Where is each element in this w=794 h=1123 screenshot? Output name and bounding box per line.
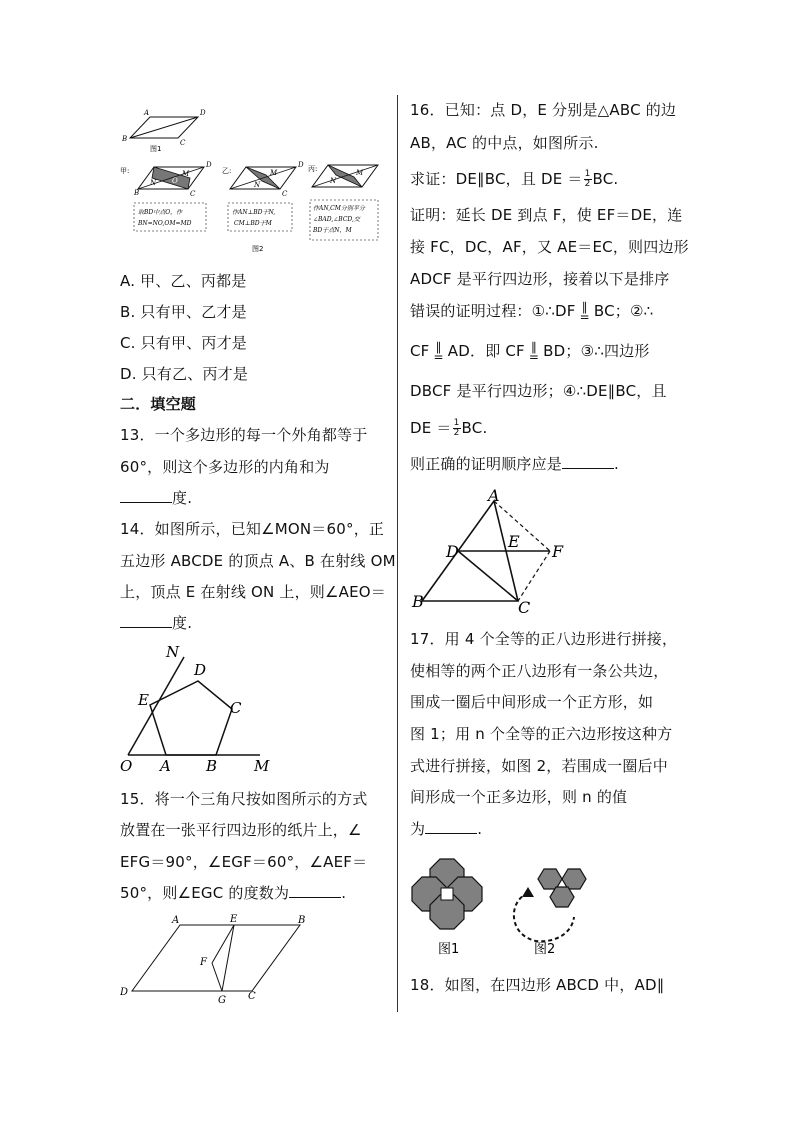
q16-answer-blank[interactable] xyxy=(562,454,614,469)
q16-fraction-1: $\frac{1}{2}$ xyxy=(584,169,591,189)
box-jia-line1: 取BD中点O，作 xyxy=(138,209,183,216)
q16-line10: DE ＝ $\frac{1}{2}$ BC. xyxy=(410,418,488,438)
q17-line5: 式进行拼接，如图 2，若围成一圈后中 xyxy=(410,757,668,775)
q16-line3: 求证：DE∥BC，且 DE ＝ $\frac{1}{2}$ BC. xyxy=(410,169,619,189)
q15-label-f: F xyxy=(200,957,207,968)
q15-line3: EFG＝90°，∠EGF＝60°，∠AEF＝ xyxy=(120,853,368,871)
parallel-equal-symbol: ∥ = xyxy=(579,299,590,324)
q14-figure xyxy=(120,643,280,773)
svg-text:M: M xyxy=(356,169,364,177)
q14-line4: 度. xyxy=(120,613,192,633)
q13-line1: 13．一个多边形的每一个外角都等于 xyxy=(120,426,368,444)
q12-fig1 xyxy=(121,109,206,153)
q12-bing-figure xyxy=(308,165,378,240)
q16-line1: 16．已知：点 D，E 分别是△ABC 的边 xyxy=(410,101,677,119)
q14-label-d: D xyxy=(194,661,207,679)
q15-label-d: D xyxy=(120,987,129,998)
yi-label: 乙: xyxy=(222,167,232,175)
svg-text:D: D xyxy=(206,161,212,169)
box-yi-line2: CM⊥BD于M xyxy=(234,220,272,227)
q12-option-d: D. 只有乙、丙才是 xyxy=(120,365,249,383)
q15-line4: 50°，则∠EGC 的度数为 . xyxy=(120,884,347,902)
q17-line4: 图 1；用 n 个全等的正六边形按这种方 xyxy=(410,725,673,743)
bing-label: 丙: xyxy=(308,165,318,173)
label-a: A xyxy=(144,109,150,117)
q16-line8: CF ∥ = AD．即 CF ∥ = BD；③∴四边形 xyxy=(410,339,650,364)
q16-line4: 证明：延长 DE 到点 F，使 EF＝DE，连 xyxy=(410,206,683,224)
q18-line1: 18．如图，在四边形 ABCD 中，AD∥ xyxy=(410,976,665,994)
q17-fig1-caption: 图1 xyxy=(438,942,460,957)
q15-label-a: A xyxy=(172,915,180,926)
q16-label-b: B xyxy=(412,592,424,611)
parallel-equal-symbol: ∥ = xyxy=(433,339,444,364)
q16-label-a: A xyxy=(488,489,500,505)
svg-text:B: B xyxy=(134,189,140,197)
q17-line3: 围成一圈后中间形成一个正方形，如 xyxy=(410,693,654,711)
q15-label-g: G xyxy=(218,995,226,1003)
q12-option-a: A. 甲、乙、丙都是 xyxy=(120,272,247,290)
q17-line6: 间形成一个正多边形，则 n 的值 xyxy=(410,788,628,806)
label-d: D xyxy=(200,109,206,117)
box-bing-line3: BD于点N，M xyxy=(313,227,352,234)
q16-line9: DBCF 是平行四边形；④∴DE∥BC，且 xyxy=(410,382,667,400)
q17-answer-blank[interactable] xyxy=(425,819,477,834)
q15-figure xyxy=(120,913,320,1003)
fig1-caption: 图1 xyxy=(150,145,162,153)
q12-option-b: B. 只有甲、乙才是 xyxy=(120,303,247,321)
q16-line7: 错误的证明过程：①∴DF ∥ = BC；②∴ xyxy=(410,299,654,324)
svg-text:N: N xyxy=(150,179,157,187)
svg-text:N: N xyxy=(254,181,261,189)
hexagon-figure xyxy=(538,869,586,907)
fig2-caption: 图2 xyxy=(252,245,264,253)
q16-line6: ADCF 是平行四边形，接着以下是排序 xyxy=(410,270,670,288)
q16-label-e: E xyxy=(508,532,520,551)
label-c: C xyxy=(180,139,186,147)
q14-label-o: O xyxy=(120,757,133,773)
q14-line1: 14．如图所示，已知∠MON＝60°，正 xyxy=(120,520,385,538)
parallel-equal-symbol: ∥ = xyxy=(528,339,540,364)
q14-label-a: A xyxy=(160,757,171,773)
q16-label-c: C xyxy=(518,598,531,617)
q14-line2: 五边形 ABCDE 的顶点 A、B 在射线 OM xyxy=(120,552,396,570)
q15-label-e: E xyxy=(230,914,238,925)
q15-line1: 15．将一个三角尺按如图所示的方式 xyxy=(120,790,368,808)
q15-label-b: B xyxy=(298,915,306,926)
svg-text:N: N xyxy=(330,177,337,185)
q12-jia-figure xyxy=(120,161,212,231)
q17-line2: 使相等的两个正八边形有一条公共边， xyxy=(410,662,669,680)
arrow-icon xyxy=(522,887,534,897)
q16-label-d: D xyxy=(446,542,459,561)
box-bing-line1: 作AN,CM分别平分 xyxy=(313,205,365,212)
q17-line1: 17．用 4 个全等的正八边形进行拼接， xyxy=(410,630,678,648)
q16-fraction-2: $\frac{1}{2}$ xyxy=(453,418,460,438)
svg-text:M: M xyxy=(182,170,190,178)
q16-line2: AB，AC 的中点，如图所示. xyxy=(410,134,599,152)
svg-text:C: C xyxy=(190,190,196,198)
q15-answer-blank[interactable] xyxy=(289,883,341,898)
q12-yi-figure xyxy=(222,161,304,231)
q15-line2: 放置在一张平行四边形的纸片上，∠ xyxy=(120,821,362,839)
box-jia-line2: BN=NO,OM=MD xyxy=(138,220,192,227)
q14-label-b: B xyxy=(206,757,218,773)
q15-label-c: C xyxy=(248,991,256,1002)
q12-option-c: C. 只有甲、丙才是 xyxy=(120,334,248,352)
q14-label-m: M xyxy=(254,757,270,773)
label-b: B xyxy=(122,135,128,143)
q16-line11: 则正确的证明顺序应是 . xyxy=(410,455,619,473)
q13-answer-blank[interactable] xyxy=(120,488,172,503)
column-divider xyxy=(397,95,398,1012)
q14-label-n: N xyxy=(166,643,180,661)
svg-text:O: O xyxy=(172,177,178,185)
box-yi-line1: 作AN⊥BD于N, xyxy=(232,209,276,216)
svg-text:M: M xyxy=(270,169,278,177)
q16-line5: 接 FC，DC，AF，又 AE＝EC，则四边形 xyxy=(410,238,689,256)
q13-line2: 60°，则这个多边形的内角和为 xyxy=(120,458,330,476)
q14-label-e: E xyxy=(138,691,149,709)
svg-text:C: C xyxy=(282,190,288,198)
q14-answer-blank[interactable] xyxy=(120,613,172,628)
q16-label-f: F xyxy=(552,542,564,561)
q17-line7: 为 . xyxy=(410,820,483,838)
q14-line3: 上，顶点 E 在射线 ON 上，则∠AEO＝ xyxy=(120,583,386,601)
jia-label: 甲: xyxy=(120,167,130,175)
q14-label-c: C xyxy=(230,699,242,717)
section-title: 二．填空题 xyxy=(120,395,197,413)
box-bing-line2: ∠BAD,∠BCD,交 xyxy=(313,216,360,223)
q17-figures xyxy=(410,857,600,967)
q16-figure xyxy=(410,489,580,623)
svg-text:D: D xyxy=(298,161,304,169)
q17-fig2-caption: 图2 xyxy=(534,942,556,957)
q12-figure xyxy=(120,105,382,255)
q13-line3: 度. xyxy=(120,488,192,508)
